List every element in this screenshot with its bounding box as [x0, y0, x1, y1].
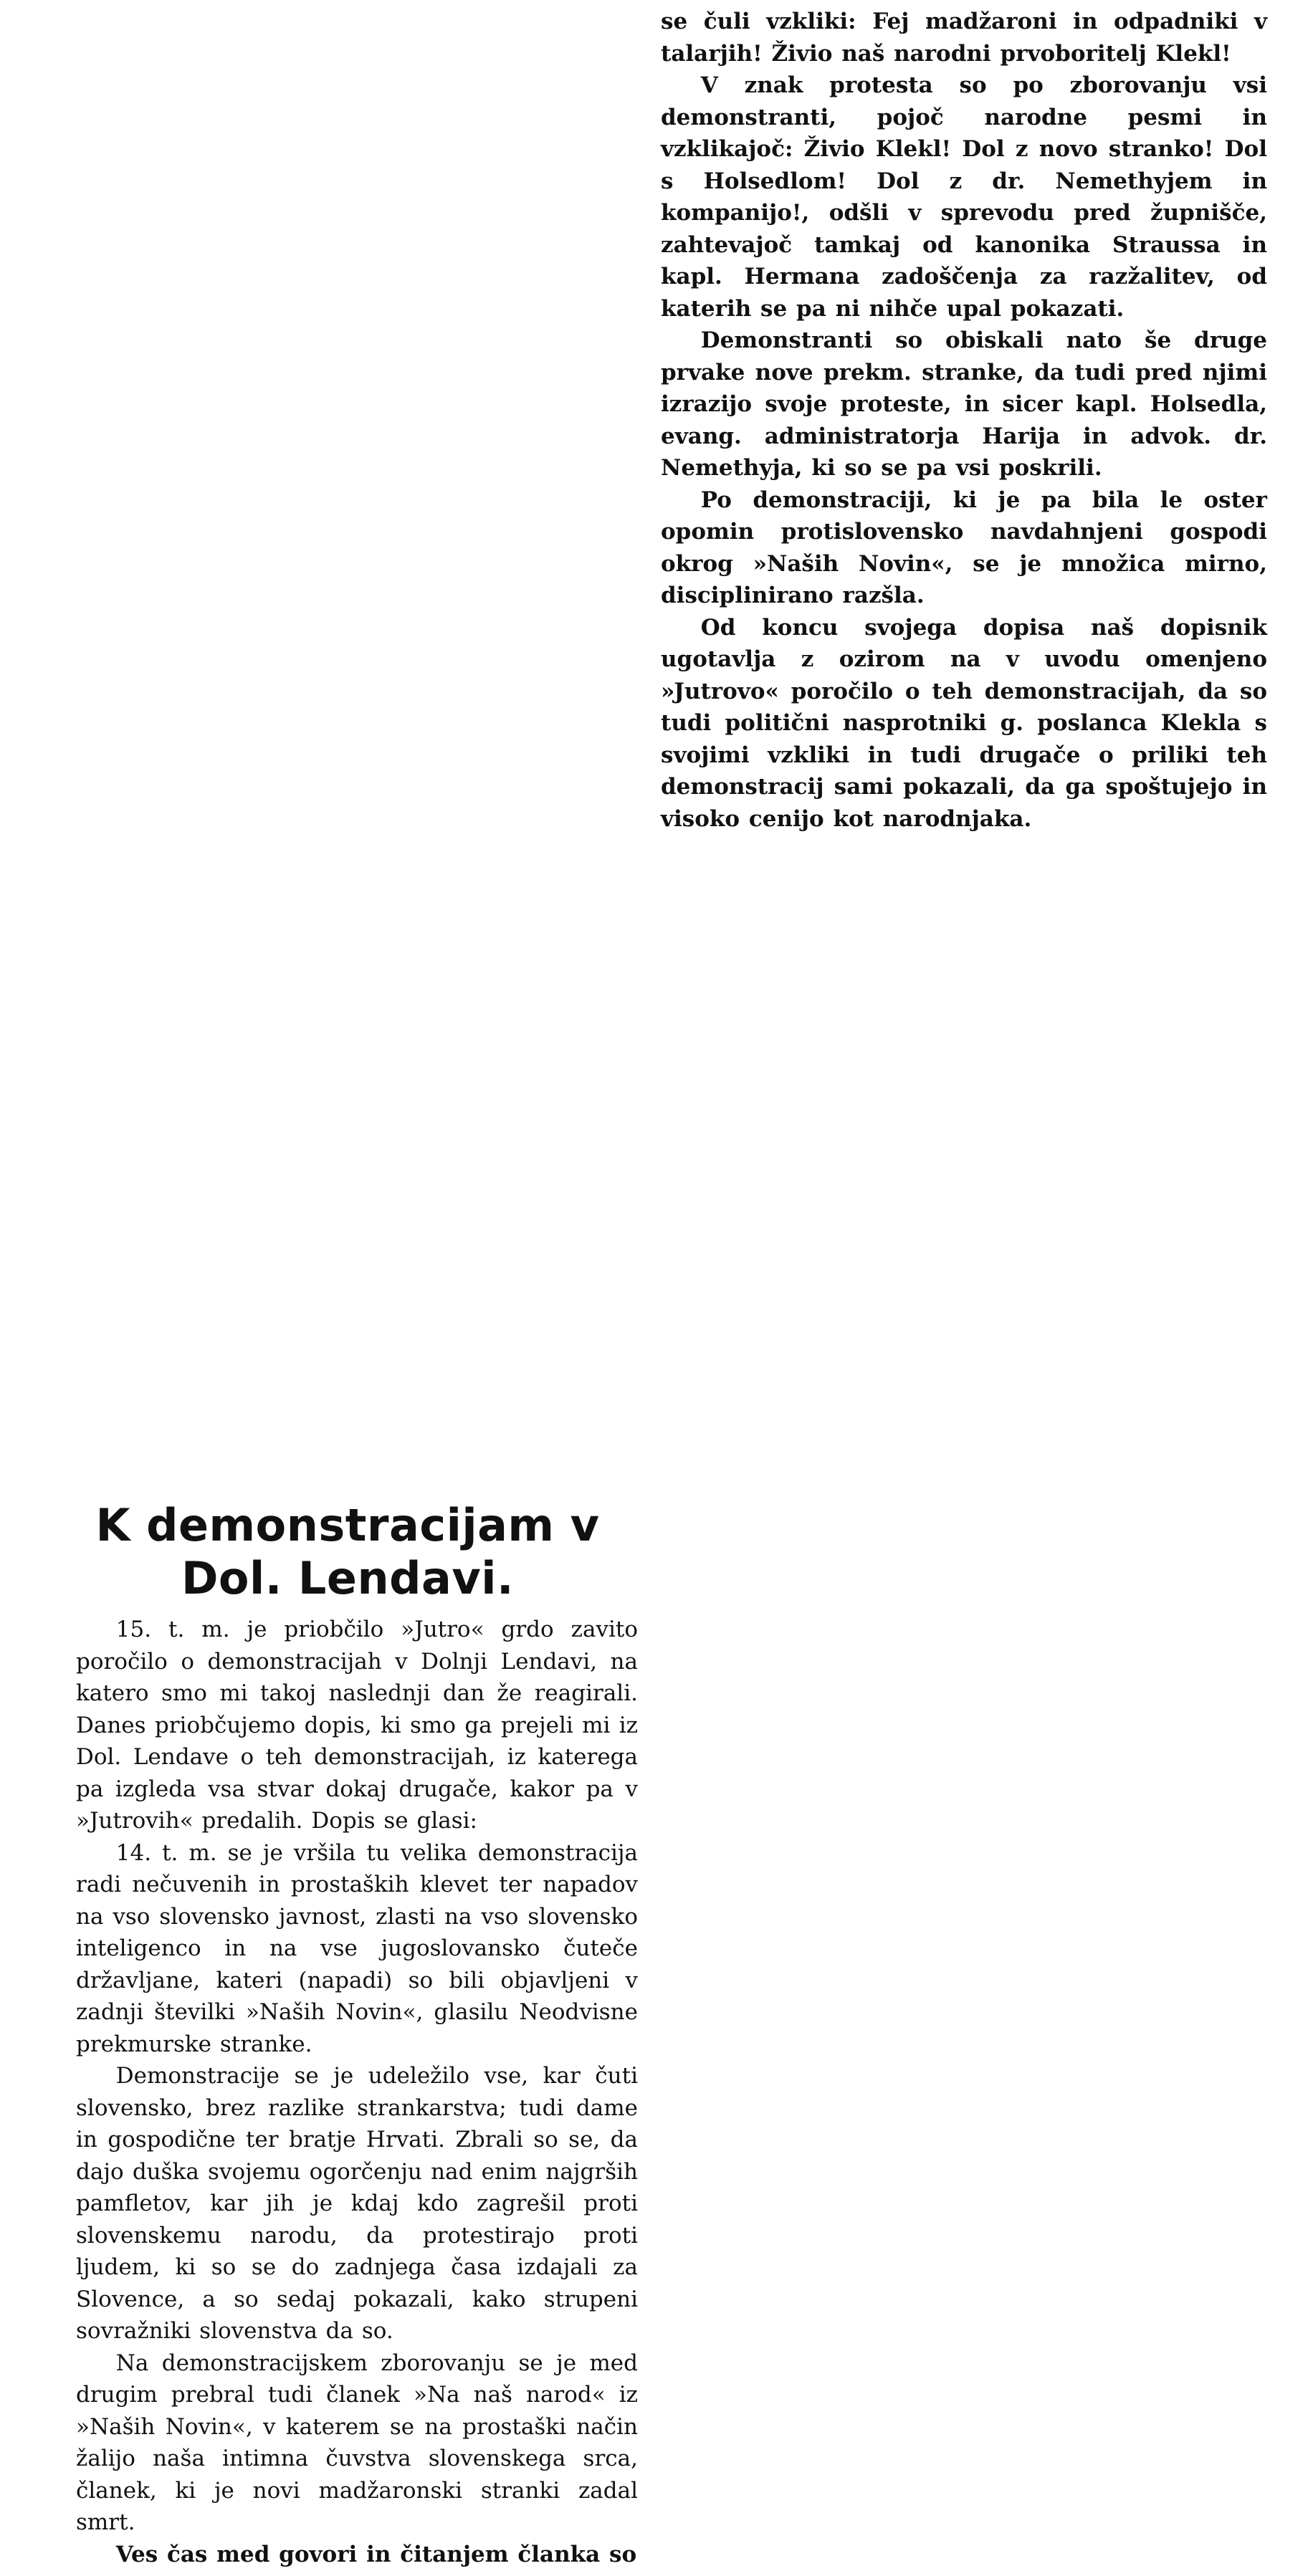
paragraph: Demonstranti so obiskali nato še druge prvake nove prekm. stranke, da tudi pred njimi izrazijo svoje proteste, in sicer kapl. Holsedla, evang. administratorja Harija in advok. dr. Nemethyja, ki so se pa vsi poskrili. [661, 327, 1267, 481]
paragraph: 14. t. m. se je vršila tu velika demonstracija radi nečuvenih in prostaških klevet ter napadov na vso slovensko javnost, zlasti na vso slovensko inteligenco in na vse jugoslovansko čuteče državljane, kateri (napadi) so bili objavljeni v zadnji številki »Naših Novin«, glasilu Neodvisne prekmurske stranke. [76, 1839, 638, 2057]
article-body-column [76, 1614, 638, 2570]
headline-line-2: Dol. Lendavi. [181, 1552, 515, 1604]
paragraph: 15. t. m. je priobčilo »Jutro« grdo zavito poročilo o demonstracijah v Dolnji Lendavi, na katero smo mi takoj naslednji dan že reagirali. Danes priobčujemo dopis, ki smo ga prejeli mi iz Dol. Lendave o teh demonstracijah, iz katerega pa izgleda vsa stvar dokaj drugače, kakor pa v »Jutrovih« predalih. Dopis se glasi: [76, 1617, 638, 1834]
paragraph: Od koncu svojega dopisa naš dopisnik ugotavlja z ozirom na v uvodu omenjeno »Jutrovo« poročilo o teh demonstracijah, da so tudi politični nasprotniki g. poslanca Klekla s svojimi vzkliki in tudi drugače o priliki teh demonstracij sami pokazali, da ga spoštujejo in visoko cenijo kot narodnjaka. [661, 614, 1267, 832]
paragraph: Po demonstraciji, ki je pa bila le oster opomin protislovensko navdahnjeni gospodi okrog »Naših Novin«, se je množica mirno, disciplinirano razšla. [661, 487, 1267, 608]
paragraph: Ves čas med govori in čitanjem članka so [115, 2541, 637, 2567]
paragraph: Demonstracije se je udeležilo vse, kar čuti slovensko, brez razlike strankarstva; tudi dame in gospodične ter bratje Hrvati. Zbrali so se, da dajo duška svojemu ogorčenju nad enim najgrših pamfletov, kar jih je kdaj kdo zagrešil proti slovenskemu narodu, da protestirajo proti ljudem, ki so se do zadnjega časa izdajali za Slovence, a so sedaj pokazali, kako strupeni sovražniki slovenstva da so. [76, 2063, 638, 2344]
paragraph: se čuli vzkliki: Fej madžaroni in odpadniki v talarjih! Živio naš narodni prvoboritelj Klekl! [661, 9, 1267, 67]
article-continuation-column [661, 6, 1267, 835]
headline-line-1: K demonstracijam v [95, 1499, 600, 1551]
paragraph: V znak protesta so po zborovanju vsi demonstranti, pojoč narodne pesmi in vzklikajoč: Živio Klekl! Dol z novo stranko! Dol s Holsedlom! Dol z dr. Nemethyjem in kompanijo!, odšli v sprevodu pred župnišče, zahtevajoč tamkaj od kanonika Straussa in kapl. Hermana zadoščenja za razžalitev, od katerih se pa ni nihče upal pokazati. [661, 72, 1267, 322]
article-headline [43, 1499, 652, 1605]
paragraph: Na demonstracijskem zborovanju se je med drugim prebral tudi članek »Na naš narod« iz »Naših Novin«, v katerem se na prostaški način žalijo naša intimna čuvstva slovenskega srca, članek, ki je novi madžaronski stranki zadal smrt. [76, 2350, 638, 2535]
